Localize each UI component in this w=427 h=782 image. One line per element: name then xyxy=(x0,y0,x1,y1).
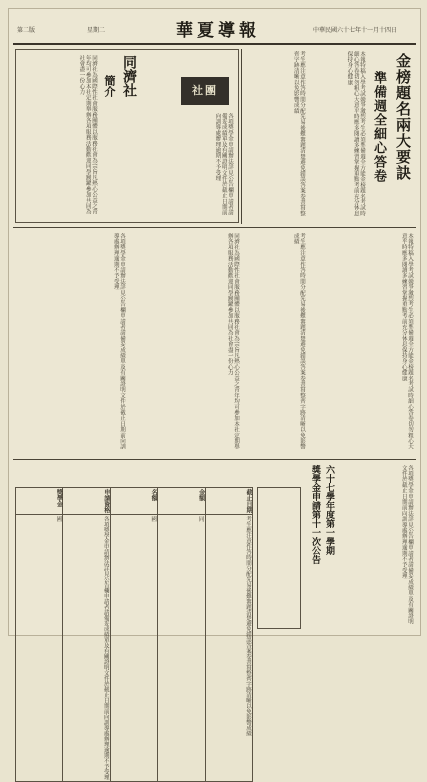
article-bottom-right: 各項獎學金申請辦法詳見公告欄申請者請備妥成績單及有關證明文件於截止日期前向訓導處辦理逾期不予受理 xyxy=(400,465,413,625)
issue-date: 中華民國六十七年十一月十四日 xyxy=(313,27,398,34)
scholarship-table xyxy=(15,487,253,782)
notice-line-2: 獎學金申請第十一次公告 xyxy=(310,465,320,564)
article-middle-center: 考生應注意作答時間分配先易後難審題清楚避免錯誤答案卷書寫整齊字跡清晰以免影響成績 xyxy=(292,233,305,450)
table-cell: 考生應注意作答時間分配先易後難審題清楚避免錯誤答案卷書寫整齊字跡清晰以免影響成績 xyxy=(205,515,252,782)
column-divider xyxy=(241,49,242,224)
table-cell: 國 xyxy=(110,515,157,782)
scholarship-notice xyxy=(299,461,339,629)
feature-body-2: 各項獎學金申請辦法詳見公告欄申請者請備妥成績單及有關證明文件於截止日期前向訓導處辦理逾期不予受理 xyxy=(214,113,233,216)
headline-main: 金榜題名兩大要訣 xyxy=(394,53,412,181)
newspaper-page xyxy=(8,8,421,780)
feature-subtitle: 簡介 xyxy=(103,75,116,97)
notice-line-1: 六十七學年度第一學期 xyxy=(324,465,334,555)
table-header: 申請資格 xyxy=(63,488,110,515)
article-middle-right: 本報特稿入學考試競爭激烈考生必須準備週全方能金榜題名考試時細心答卷切勿粗心大意平時應多閱讀多練習掌握重點考前充分休息保持身心健康 xyxy=(400,233,413,450)
article-middle-left: 同濟社為國際性社會服務團體以服務社會為宗旨凡熱心公益之青年均可參加本社定期舉辦各項服務活動歡迎同學踴躍參加共同為社會盡一份心力 xyxy=(226,233,239,450)
article-headline-body-2: 考生應注意作答時間分配先易後難審題清楚避免錯誤答案卷書寫整齊字跡清晰以免影響成績 xyxy=(292,51,305,217)
table-header: 名額 xyxy=(110,488,157,515)
feature-title: 同濟社 xyxy=(121,55,137,97)
headline-sub: 準備週全細心答卷 xyxy=(371,71,386,183)
article-middle-far-left: 各項獎學金申請辦法詳見公告欄申請者請備妥成績單及有關證明文件於截止日期前向訓導處辦理逾期不予受理 xyxy=(112,233,125,450)
table-cell: 同 xyxy=(158,515,205,782)
table-side-box xyxy=(257,487,301,629)
newspaper-title: 華夏導報 xyxy=(176,21,260,41)
feature-body: 同濟社為國際性社會服務團體以服務社會為宗旨凡熱心公益之青年均可參加本社定期舉辦各項服務活動歡迎同學踴躍參加共同為社會盡一份心力 xyxy=(78,55,97,215)
table-cell: 各項獎學金申請辦法詳見公告欄申請者請備妥成績單及有關證明文件於截止日期前向訓導處辦理逾期不予受理 xyxy=(63,515,110,782)
table-header: 金額 xyxy=(158,488,205,515)
table-cell: 國 xyxy=(16,515,63,782)
masthead xyxy=(13,13,416,45)
weekday: 星期二 xyxy=(87,27,106,34)
table-header: 截止日期 xyxy=(205,488,252,515)
section-divider xyxy=(13,227,416,228)
feature-seal: 社團 xyxy=(181,77,229,105)
page-number: 第二版 xyxy=(17,27,36,34)
table-header: 獎學金 xyxy=(16,488,63,515)
article-headline-body: 本報特稿入學考試競爭激烈考生必須準備週全方能金榜題名考試時細心答卷切勿粗心大意平時應多閱讀多練習掌握重點考前充分休息保持身心健康 xyxy=(346,51,365,217)
section-divider-2 xyxy=(13,459,416,460)
